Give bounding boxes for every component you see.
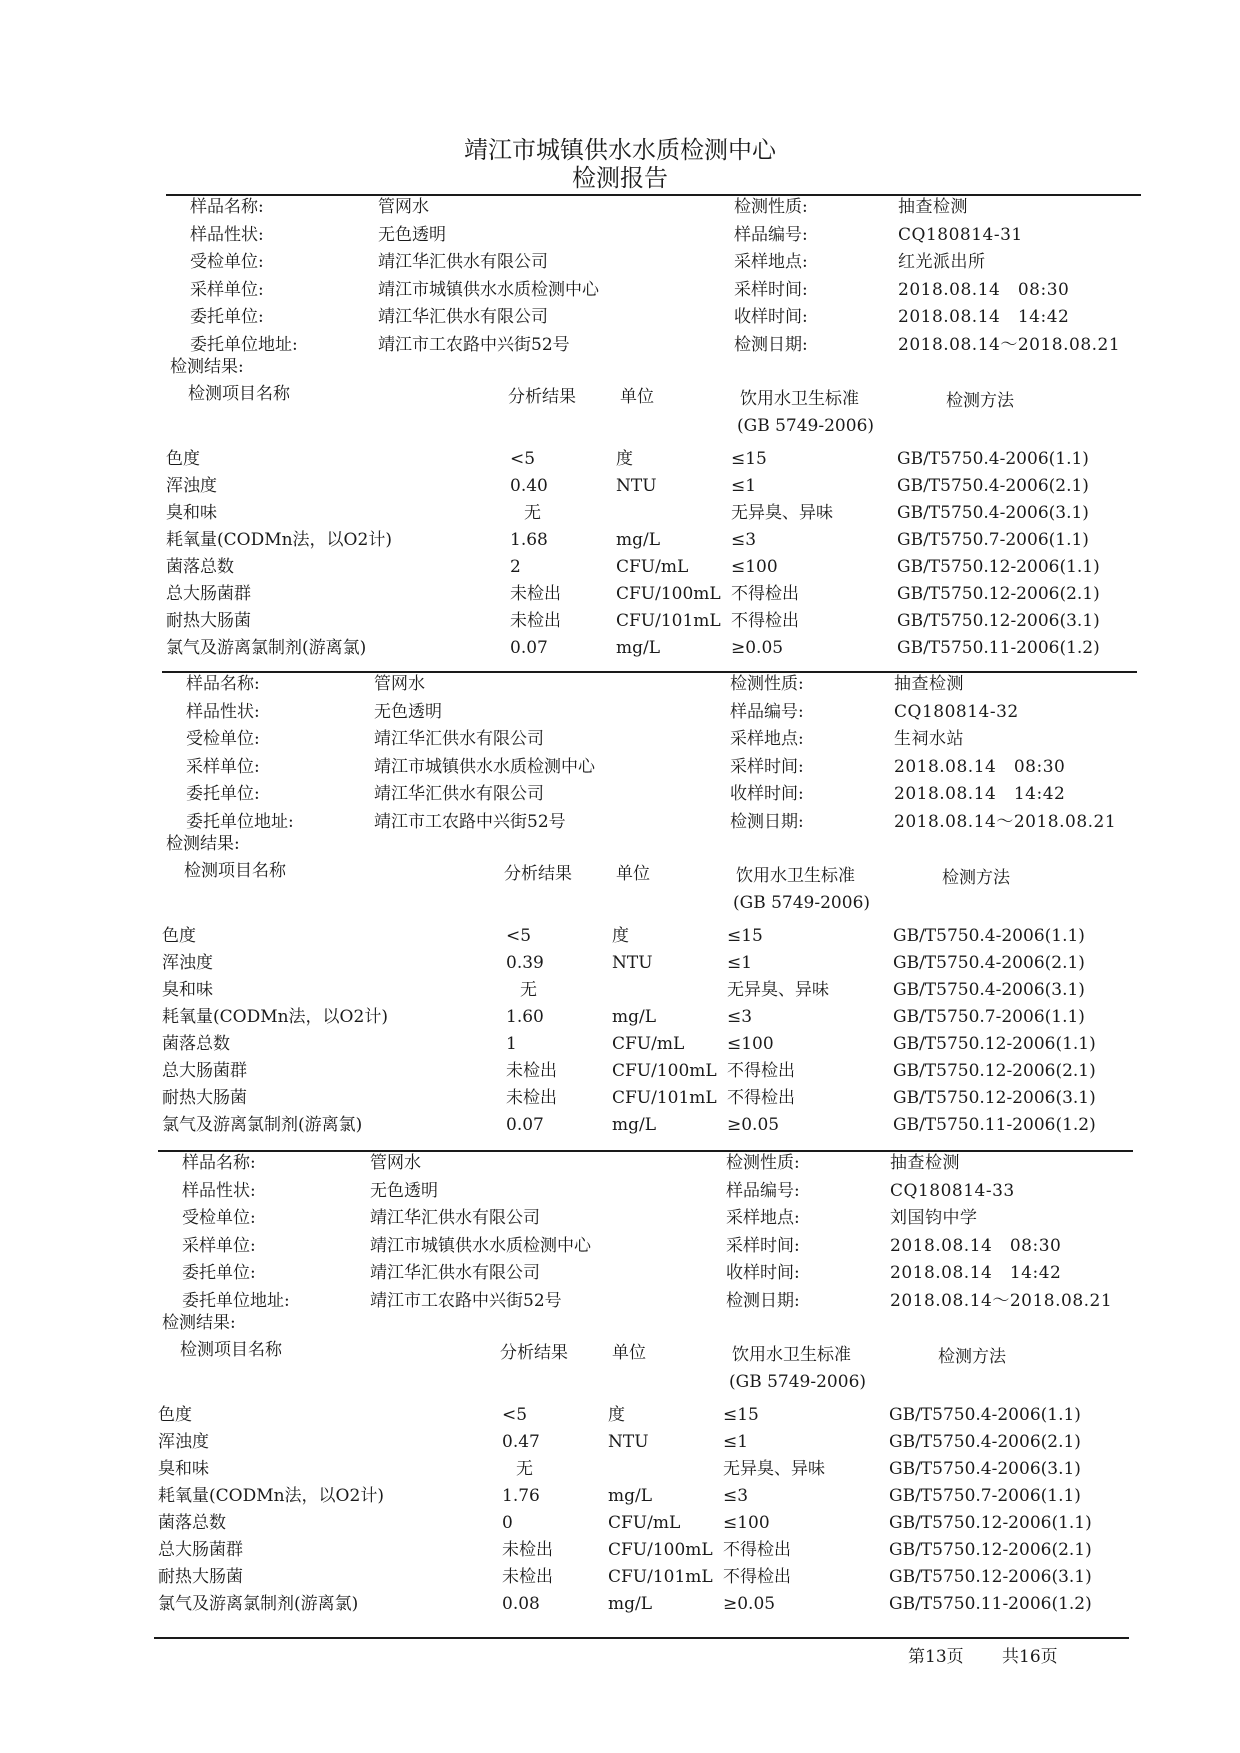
- row-unit: mg/L: [612, 1007, 657, 1027]
- row-item-name: 菌落总数: [162, 1034, 230, 1054]
- value-receive-time: 2018.08.14 14:42: [890, 1263, 1062, 1283]
- section-divider: [162, 671, 1137, 673]
- col-header-method: 检测方法: [946, 391, 1014, 411]
- value-sample-name: 管网水: [378, 197, 429, 217]
- report-org-title: 靖江市城镇供水水质检测中心: [464, 136, 776, 164]
- row-result: 0.07: [510, 638, 548, 658]
- col-header-standard: 饮用水卫生标准: [736, 866, 855, 886]
- label-entrust-address: 委托单位地址:: [186, 811, 294, 832]
- value-sample-name: 管网水: [370, 1153, 421, 1173]
- row-standard: ≤1: [723, 1432, 749, 1452]
- row-result: 无: [524, 503, 541, 523]
- label-sampling-unit: 采样单位:: [186, 756, 260, 777]
- label-receive-time: 收样时间:: [726, 1263, 800, 1283]
- value-client-unit: 靖江华汇供水有限公司: [374, 729, 544, 749]
- row-result: 1.68: [510, 530, 548, 550]
- value-entrust-address: 靖江市工农路中兴街52号: [374, 811, 566, 832]
- row-standard: ≥0.05: [723, 1594, 776, 1614]
- report-doc-title: 检测报告: [572, 164, 668, 192]
- row-method: GB/T5750.12-2006(1.1): [893, 1034, 1096, 1054]
- row-result: 未检出: [506, 1061, 557, 1081]
- value-sample-state: 无色透明: [370, 1180, 438, 1201]
- label-entrust-address: 委托单位地址:: [190, 334, 298, 355]
- value-test-date: 2018.08.14～2018.08.21: [894, 811, 1117, 832]
- row-standard: ≥0.05: [731, 638, 784, 658]
- label-sample-name: 样品名称:: [182, 1153, 256, 1173]
- row-item-name: 氯气及游离氯制剂(游离氯): [162, 1115, 363, 1135]
- row-standard: ≤3: [723, 1486, 749, 1506]
- label-test-nature: 检测性质:: [734, 197, 808, 217]
- row-method: GB/T5750.7-2006(1.1): [893, 1007, 1085, 1027]
- label-sample-state: 样品性状:: [186, 701, 260, 722]
- value-sampling-unit: 靖江市城镇供水水质检测中心: [374, 756, 595, 777]
- value-sample-state: 无色透明: [378, 224, 446, 245]
- label-test-nature: 检测性质:: [730, 674, 804, 694]
- section-divider: [158, 1150, 1133, 1152]
- row-result: 0.39: [506, 953, 544, 973]
- row-method: GB/T5750.4-2006(3.1): [893, 980, 1085, 1000]
- value-entrust-address: 靖江市工农路中兴街52号: [370, 1290, 562, 1311]
- col-header-unit: 单位: [620, 387, 654, 407]
- page-number: 第13页: [908, 1647, 964, 1667]
- row-item-name: 色度: [162, 926, 196, 946]
- value-sampling-site: 生祠水站: [894, 729, 964, 749]
- row-result: 1.60: [506, 1007, 544, 1027]
- label-sampling-time: 采样时间:: [730, 756, 804, 777]
- row-standard: ≤15: [727, 926, 763, 946]
- row-unit: 度: [616, 449, 633, 469]
- row-unit: NTU: [608, 1432, 649, 1452]
- row-method: GB/T5750.12-2006(2.1): [893, 1061, 1096, 1081]
- row-unit: CFU/101mL: [616, 611, 721, 631]
- label-entrust-unit: 委托单位:: [190, 307, 264, 327]
- footer-divider: [154, 1637, 1129, 1639]
- row-item-name: 浑浊度: [166, 476, 217, 496]
- row-method: GB/T5750.4-2006(2.1): [889, 1432, 1081, 1452]
- row-result: 2: [510, 557, 521, 577]
- row-item-name: 臭和味: [158, 1459, 209, 1479]
- row-unit: mg/L: [616, 638, 661, 658]
- row-item-name: 氯气及游离氯制剂(游离氯): [166, 638, 367, 658]
- value-test-date: 2018.08.14～2018.08.21: [890, 1290, 1113, 1311]
- col-header-result: 分析结果: [508, 387, 576, 407]
- label-client-unit: 受检单位:: [182, 1208, 256, 1228]
- row-standard: 不得检出: [727, 1088, 795, 1108]
- row-result: <5: [506, 926, 532, 946]
- value-sample-state: 无色透明: [374, 701, 442, 722]
- label-sampling-time: 采样时间:: [734, 279, 808, 300]
- row-item-name: 耐热大肠菌: [158, 1567, 243, 1587]
- value-sampling-unit: 靖江市城镇供水水质检测中心: [378, 279, 599, 300]
- value-test-nature: 抽查检测: [894, 674, 964, 694]
- row-method: GB/T5750.12-2006(3.1): [893, 1088, 1096, 1108]
- value-client-unit: 靖江华汇供水有限公司: [378, 252, 548, 272]
- row-method: GB/T5750.4-2006(1.1): [897, 449, 1089, 469]
- row-item-name: 菌落总数: [166, 557, 234, 577]
- row-item-name: 臭和味: [162, 980, 213, 1000]
- label-receive-time: 收样时间:: [730, 784, 804, 804]
- row-item-name: 色度: [166, 449, 200, 469]
- col-header-result: 分析结果: [504, 864, 572, 884]
- label-receive-time: 收样时间:: [734, 307, 808, 327]
- row-unit: 度: [608, 1405, 625, 1425]
- row-method: GB/T5750.12-2006(3.1): [889, 1567, 1092, 1587]
- results-heading: 检测结果:: [170, 357, 244, 377]
- results-heading: 检测结果:: [166, 834, 240, 854]
- row-unit: mg/L: [616, 530, 661, 550]
- label-client-unit: 受检单位:: [186, 729, 260, 749]
- value-entrust-address: 靖江市工农路中兴街52号: [378, 334, 570, 355]
- row-unit: CFU/100mL: [608, 1540, 713, 1560]
- row-unit: mg/L: [608, 1486, 653, 1506]
- row-result: 0.07: [506, 1115, 544, 1135]
- value-entrust-unit: 靖江华汇供水有限公司: [378, 307, 548, 327]
- row-result: 无: [516, 1459, 533, 1479]
- row-method: GB/T5750.11-2006(1.2): [897, 638, 1100, 658]
- row-result: 1.76: [502, 1486, 540, 1506]
- row-result: 未检出: [510, 584, 561, 604]
- row-result: 0.40: [510, 476, 548, 496]
- label-sample-no: 样品编号:: [730, 701, 804, 722]
- row-item-name: 菌落总数: [158, 1513, 226, 1533]
- row-result: 未检出: [506, 1088, 557, 1108]
- label-test-date: 检测日期:: [726, 1290, 800, 1311]
- col-header-method: 检测方法: [942, 868, 1010, 888]
- value-test-nature: 抽查检测: [898, 197, 968, 217]
- row-method: GB/T5750.4-2006(2.1): [893, 953, 1085, 973]
- row-result: 0.47: [502, 1432, 540, 1452]
- value-receive-time: 2018.08.14 14:42: [898, 307, 1070, 327]
- row-method: GB/T5750.4-2006(1.1): [893, 926, 1085, 946]
- row-method: GB/T5750.4-2006(2.1): [897, 476, 1089, 496]
- row-unit: CFU/101mL: [612, 1088, 717, 1108]
- row-item-name: 臭和味: [166, 503, 217, 523]
- row-standard: ≤100: [723, 1513, 770, 1533]
- row-result: 0: [502, 1513, 513, 1533]
- row-unit: mg/L: [612, 1115, 657, 1135]
- label-sampling-unit: 采样单位:: [190, 279, 264, 300]
- value-sampling-unit: 靖江市城镇供水水质检测中心: [370, 1235, 591, 1256]
- row-standard: ≤100: [731, 557, 778, 577]
- row-item-name: 耐热大肠菌: [166, 611, 251, 631]
- row-standard: ≤15: [723, 1405, 759, 1425]
- col-header-unit: 单位: [612, 1343, 646, 1363]
- label-sample-no: 样品编号:: [726, 1180, 800, 1201]
- row-standard: ≤15: [731, 449, 767, 469]
- label-sample-name: 样品名称:: [186, 674, 260, 694]
- row-method: GB/T5750.4-2006(1.1): [889, 1405, 1081, 1425]
- row-standard: 不得检出: [723, 1540, 791, 1560]
- row-result: 1: [506, 1034, 517, 1054]
- value-sample-name: 管网水: [374, 674, 425, 694]
- value-sampling-site: 刘国钧中学: [890, 1208, 978, 1228]
- row-standard: ≤3: [727, 1007, 753, 1027]
- row-standard: 无异臭、异味: [723, 1459, 825, 1479]
- row-item-name: 色度: [158, 1405, 192, 1425]
- row-item-name: 总大肠菌群: [158, 1540, 243, 1560]
- col-header-item: 检测项目名称: [184, 861, 286, 881]
- row-method: GB/T5750.12-2006(3.1): [897, 611, 1100, 631]
- label-test-date: 检测日期:: [734, 334, 808, 355]
- row-item-name: 浑浊度: [162, 953, 213, 973]
- row-result: 0.08: [502, 1594, 540, 1614]
- row-standard: 不得检出: [731, 611, 799, 631]
- label-entrust-address: 委托单位地址:: [182, 1290, 290, 1311]
- row-unit: mg/L: [608, 1594, 653, 1614]
- row-item-name: 浑浊度: [158, 1432, 209, 1452]
- row-item-name: 耗氧量(CODMn法，以O2计): [158, 1486, 384, 1506]
- label-sample-state: 样品性状:: [190, 224, 264, 245]
- row-item-name: 耗氧量(CODMn法，以O2计): [166, 530, 392, 550]
- label-sampling-unit: 采样单位:: [182, 1235, 256, 1256]
- row-unit: NTU: [612, 953, 653, 973]
- row-method: GB/T5750.4-2006(3.1): [889, 1459, 1081, 1479]
- row-standard: 不得检出: [731, 584, 799, 604]
- row-result: <5: [510, 449, 536, 469]
- col-header-item: 检测项目名称: [180, 1340, 282, 1360]
- col-header-standard: 饮用水卫生标准: [740, 389, 859, 409]
- row-result: 未检出: [502, 1567, 553, 1587]
- value-sampling-time: 2018.08.14 08:30: [898, 279, 1070, 300]
- col-header-standard: 饮用水卫生标准: [732, 1345, 851, 1365]
- section-divider: [166, 194, 1141, 196]
- value-sample-no: CQ180814-32: [894, 701, 1019, 722]
- row-unit: CFU/mL: [612, 1034, 685, 1054]
- label-test-date: 检测日期:: [730, 811, 804, 832]
- row-unit: NTU: [616, 476, 657, 496]
- row-method: GB/T5750.12-2006(2.1): [897, 584, 1100, 604]
- row-standard: ≥0.05: [727, 1115, 780, 1135]
- label-client-unit: 受检单位:: [190, 252, 264, 272]
- label-entrust-unit: 委托单位:: [182, 1263, 256, 1283]
- col-header-standard-ref: (GB 5749-2006): [737, 416, 875, 436]
- row-result: 无: [520, 980, 537, 1000]
- row-standard: ≤1: [731, 476, 757, 496]
- col-header-method: 检测方法: [938, 1347, 1006, 1367]
- label-entrust-unit: 委托单位:: [186, 784, 260, 804]
- row-item-name: 耗氧量(CODMn法，以O2计): [162, 1007, 388, 1027]
- value-sampling-site: 红光派出所: [898, 252, 986, 272]
- col-header-result: 分析结果: [500, 1343, 568, 1363]
- page-total: 共16页: [1002, 1647, 1058, 1667]
- col-header-unit: 单位: [616, 864, 650, 884]
- label-test-nature: 检测性质:: [726, 1153, 800, 1173]
- row-method: GB/T5750.12-2006(1.1): [897, 557, 1100, 577]
- row-unit: 度: [612, 926, 629, 946]
- value-test-nature: 抽查检测: [890, 1153, 960, 1173]
- row-method: GB/T5750.11-2006(1.2): [893, 1115, 1096, 1135]
- row-standard: ≤3: [731, 530, 757, 550]
- value-client-unit: 靖江华汇供水有限公司: [370, 1208, 540, 1228]
- row-item-name: 耐热大肠菌: [162, 1088, 247, 1108]
- col-header-standard-ref: (GB 5749-2006): [729, 1372, 867, 1392]
- value-sample-no: CQ180814-33: [890, 1180, 1015, 1201]
- value-entrust-unit: 靖江华汇供水有限公司: [374, 784, 544, 804]
- value-entrust-unit: 靖江华汇供水有限公司: [370, 1263, 540, 1283]
- row-method: GB/T5750.7-2006(1.1): [889, 1486, 1081, 1506]
- row-standard: ≤1: [727, 953, 753, 973]
- label-sample-state: 样品性状:: [182, 1180, 256, 1201]
- row-standard: 无异臭、异味: [731, 503, 833, 523]
- value-sample-no: CQ180814-31: [898, 224, 1023, 245]
- row-item-name: 总大肠菌群: [162, 1061, 247, 1081]
- label-sampling-site: 采样地点:: [726, 1208, 800, 1228]
- row-standard: 不得检出: [723, 1567, 791, 1587]
- row-unit: CFU/mL: [608, 1513, 681, 1533]
- row-method: GB/T5750.7-2006(1.1): [897, 530, 1089, 550]
- col-header-standard-ref: (GB 5749-2006): [733, 893, 871, 913]
- row-standard: ≤100: [727, 1034, 774, 1054]
- label-sample-no: 样品编号:: [734, 224, 808, 245]
- value-receive-time: 2018.08.14 14:42: [894, 784, 1066, 804]
- col-header-item: 检测项目名称: [188, 384, 290, 404]
- row-standard: 不得检出: [727, 1061, 795, 1081]
- results-heading: 检测结果:: [162, 1313, 236, 1333]
- row-method: GB/T5750.12-2006(2.1): [889, 1540, 1092, 1560]
- value-sampling-time: 2018.08.14 08:30: [890, 1235, 1062, 1256]
- row-unit: CFU/100mL: [612, 1061, 717, 1081]
- label-sampling-site: 采样地点:: [730, 729, 804, 749]
- row-standard: 无异臭、异味: [727, 980, 829, 1000]
- row-result: 未检出: [502, 1540, 553, 1560]
- row-item-name: 氯气及游离氯制剂(游离氯): [158, 1594, 359, 1614]
- row-item-name: 总大肠菌群: [166, 584, 251, 604]
- row-unit: CFU/100mL: [616, 584, 721, 604]
- label-sampling-site: 采样地点:: [734, 252, 808, 272]
- value-test-date: 2018.08.14～2018.08.21: [898, 334, 1121, 355]
- value-sampling-time: 2018.08.14 08:30: [894, 756, 1066, 777]
- row-method: GB/T5750.11-2006(1.2): [889, 1594, 1092, 1614]
- row-unit: CFU/mL: [616, 557, 689, 577]
- label-sample-name: 样品名称:: [190, 197, 264, 217]
- label-sampling-time: 采样时间:: [726, 1235, 800, 1256]
- row-result: <5: [502, 1405, 528, 1425]
- row-method: GB/T5750.12-2006(1.1): [889, 1513, 1092, 1533]
- row-unit: CFU/101mL: [608, 1567, 713, 1587]
- row-result: 未检出: [510, 611, 561, 631]
- row-method: GB/T5750.4-2006(3.1): [897, 503, 1089, 523]
